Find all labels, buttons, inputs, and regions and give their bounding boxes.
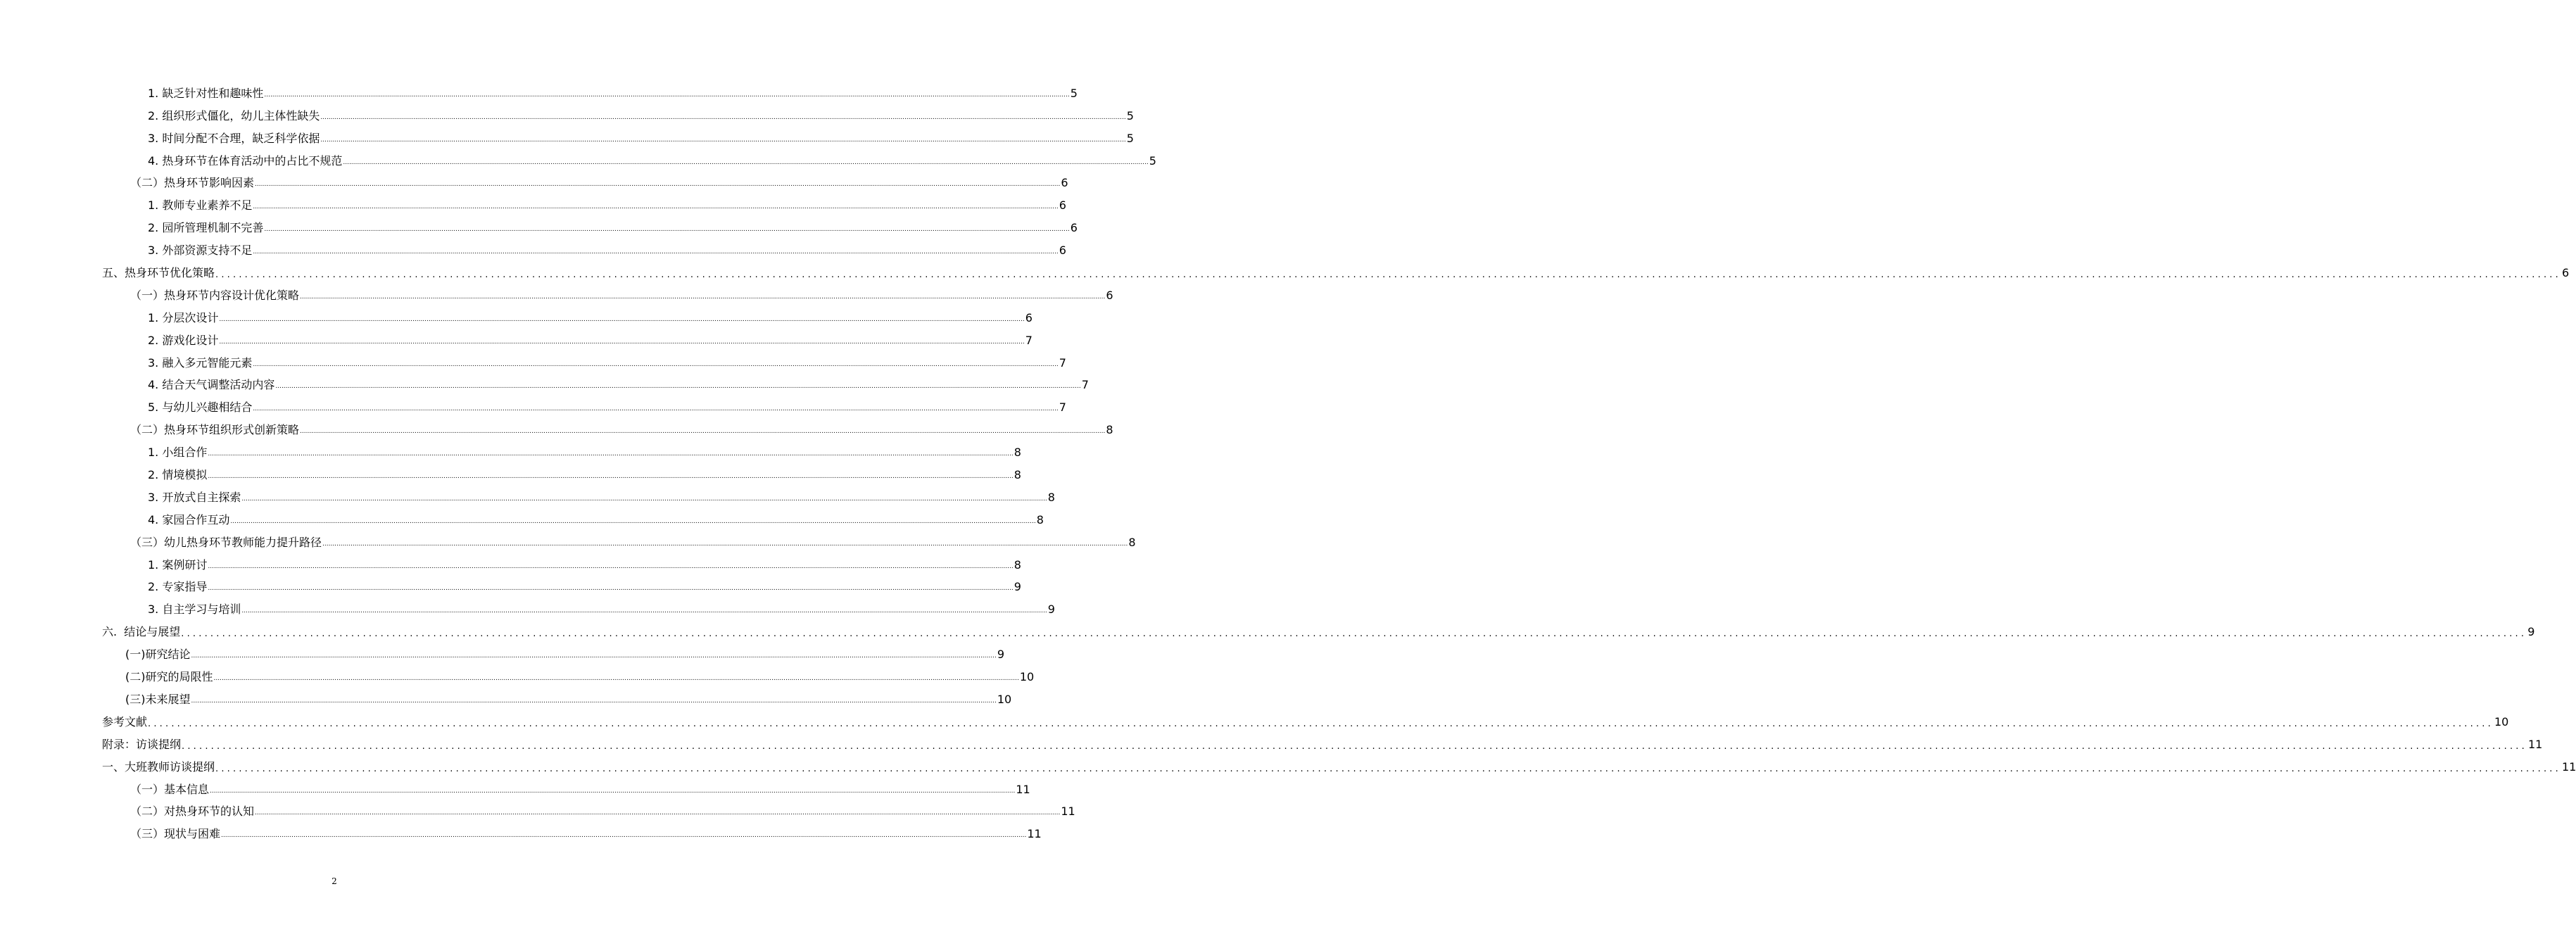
toc-entry-page: 10	[1019, 670, 1035, 684]
toc-entry[interactable]	[0, 597, 1055, 619]
toc-entry-page: 11	[2561, 759, 2576, 774]
toc-leader-dots: ................................................................................................................................................................................................................................................................................................................................................................................................................	[182, 740, 2527, 752]
toc-leader-dots: ................................................................................................................................................................................................................................................................................................................................................................................................................	[253, 360, 1059, 368]
toc-entry[interactable]	[0, 215, 1078, 238]
toc-entry-page: 6	[1061, 176, 1068, 190]
toc-entry-page: 6	[1059, 244, 1066, 258]
toc-entry[interactable]	[0, 305, 1033, 328]
toc-entry-title: (一)研究结论	[125, 648, 191, 662]
toc-entry-title: （三）现状与困难	[130, 827, 221, 841]
toc-entry[interactable]	[0, 485, 1055, 507]
toc-entry-page: 8	[1128, 535, 1136, 549]
toc-entry[interactable]	[0, 800, 1075, 822]
toc-entry-title: （二）热身环节组织形式创新策略	[130, 423, 300, 437]
toc-entry[interactable]	[0, 440, 1021, 462]
toc-entry-page: 7	[1059, 401, 1066, 415]
toc-entry[interactable]	[0, 642, 1005, 664]
toc-leader-dots: ................................................................................................................................................................................................................................................................................................................................................................................................................	[253, 203, 1059, 211]
toc-leader-dots: ................................................................................................................................................................................................................................................................................................................................................................................................................	[322, 540, 1128, 548]
toc-entry-title: 1. 教师专业素养不足	[148, 198, 253, 213]
toc-leader-dots: ................................................................................................................................................................................................................................................................................................................................................................................................................	[191, 697, 997, 705]
toc-leader-dots: ................................................................................................................................................................................................................................................................................................................................................................................................................	[264, 226, 1070, 234]
toc-leader-dots: ................................................................................................................................................................................................................................................................................................................................................................................................................	[241, 495, 1047, 503]
toc-entry-title: 1. 缺乏针对性和趣味性	[148, 86, 264, 100]
toc-leader-dots: ................................................................................................................................................................................................................................................................................................................................................................................................................	[219, 338, 1025, 346]
toc-leader-dots: ................................................................................................................................................................................................................................................................................................................................................................................................................	[230, 517, 1036, 525]
toc-entry-page: 9	[1047, 603, 1055, 617]
toc-entry-title: 4. 家园合作互动	[148, 512, 230, 526]
toc-entry[interactable]	[0, 530, 1136, 553]
toc-entry[interactable]	[0, 149, 1156, 171]
toc-entry-title: 2. 组织形式僵化，幼儿主体性缺失	[148, 108, 320, 122]
toc-entry-title: 3. 外部资源支持不足	[148, 244, 253, 258]
toc-entry-title: 六. 结论与展望	[102, 625, 181, 639]
toc-leader-dots: ................................................................................................................................................................................................................................................................................................................................................................................................................	[219, 315, 1025, 323]
toc-entry-title: 一、大班教师访谈提纲	[102, 759, 215, 774]
toc-entry-page: 9	[1014, 580, 1021, 594]
toc-entry-title: 3. 时间分配不合理，缺乏科学依据	[148, 131, 320, 145]
page-number: 2	[332, 876, 337, 886]
toc-entry[interactable]	[0, 755, 2576, 777]
toc-entry[interactable]	[0, 575, 1021, 598]
toc-entry-page: 6	[1070, 221, 1078, 235]
toc-entry-title: (二)研究的局限性	[125, 670, 213, 684]
toc-entry-page: 6	[1059, 198, 1066, 213]
toc-entry-page: 8	[1106, 423, 1113, 437]
toc-entry[interactable]	[0, 619, 2535, 642]
toc-entry[interactable]	[0, 821, 1042, 844]
toc-entry[interactable]	[0, 171, 1068, 194]
toc-leader-dots: ................................................................................................................................................................................................................................................................................................................................................................................................................	[241, 607, 1047, 615]
toc-entry-page: 10	[2494, 714, 2509, 729]
toc-leader-dots: ................................................................................................................................................................................................................................................................................................................................................................................................................	[181, 629, 2527, 640]
toc-entry-title: （二）对热身环节的认知	[130, 805, 255, 819]
toc-entry-page: 5	[1126, 108, 1134, 122]
toc-entry-page: 5	[1149, 153, 1156, 168]
toc-entry-title: 五、热身环节优化策略	[102, 266, 215, 280]
toc-entry[interactable]	[0, 103, 1134, 126]
toc-leader-dots: ................................................................................................................................................................................................................................................................................................................................................................................................................	[253, 405, 1059, 413]
toc-entry[interactable]	[0, 351, 1066, 373]
toc-entry-title: 4. 结合天气调整活动内容	[148, 378, 275, 392]
toc-leader-dots: ................................................................................................................................................................................................................................................................................................................................................................................................................	[191, 652, 997, 660]
toc-entry[interactable]	[0, 81, 1078, 103]
toc-entry-page: 6	[1025, 310, 1033, 324]
toc-leader-dots: ................................................................................................................................................................................................................................................................................................................................................................................................................	[320, 136, 1126, 144]
toc-leader-dots: ................................................................................................................................................................................................................................................................................................................................................................................................................	[221, 832, 1027, 840]
toc-leader-dots: ................................................................................................................................................................................................................................................................................................................................................................................................................	[343, 158, 1149, 166]
toc-entry[interactable]	[0, 507, 1044, 530]
toc-entry[interactable]	[0, 687, 1012, 710]
toc-entry[interactable]	[0, 126, 1134, 149]
toc-entry[interactable]	[0, 664, 1035, 687]
toc-entry[interactable]	[0, 732, 2543, 755]
toc-entry[interactable]	[0, 417, 1113, 440]
toc-entry-page: 8	[1036, 512, 1044, 526]
toc-entry-title: 5. 与幼儿兴趣相结合	[148, 401, 253, 415]
toc-entry-title: 3. 自主学习与培训	[148, 603, 241, 617]
toc-entry-page: 11	[1016, 782, 1030, 796]
toc-entry-page: 7	[1081, 378, 1089, 392]
toc-entry-title: 2. 专家指导	[148, 580, 208, 594]
toc-leader-dots: ................................................................................................................................................................................................................................................................................................................................................................................................................	[255, 181, 1061, 189]
toc-leader-dots: ................................................................................................................................................................................................................................................................................................................................................................................................................	[208, 585, 1014, 593]
toc-entry-title: 参考文献	[102, 714, 148, 729]
toc-entry-title: （一）基本信息	[130, 782, 210, 796]
toc-entry-page: 11	[1027, 827, 1042, 841]
toc-entry-page: 8	[1014, 468, 1021, 482]
toc-leader-dots: ................................................................................................................................................................................................................................................................................................................................................................................................................	[253, 248, 1059, 256]
toc-entry[interactable]	[0, 260, 2570, 283]
toc-leader-dots: ................................................................................................................................................................................................................................................................................................................................................................................................................	[300, 293, 1106, 301]
toc-leader-dots: ................................................................................................................................................................................................................................................................................................................................................................................................................	[264, 91, 1070, 99]
toc-entry-page: 5	[1126, 131, 1134, 145]
toc-entry-title: 附录：访谈提纲	[102, 737, 182, 751]
toc-leader-dots: ................................................................................................................................................................................................................................................................................................................................................................................................................	[300, 428, 1106, 436]
table-of-contents	[0, 81, 2576, 844]
toc-leader-dots: ................................................................................................................................................................................................................................................................................................................................................................................................................	[275, 383, 1081, 391]
toc-entry-title: 1. 分层次设计	[148, 310, 219, 324]
toc-entry-title: （二）热身环节影响因素	[130, 176, 255, 190]
toc-entry-title: 2. 游戏化设计	[148, 333, 219, 347]
toc-entry[interactable]	[0, 238, 1066, 260]
toc-entry-page: 6	[2561, 266, 2570, 280]
toc-entry-page: 6	[1106, 288, 1113, 302]
toc-entry[interactable]	[0, 777, 1030, 800]
toc-leader-dots: ................................................................................................................................................................................................................................................................................................................................................................................................................	[208, 562, 1014, 570]
toc-leader-dots: ................................................................................................................................................................................................................................................................................................................................................................................................................	[320, 113, 1126, 121]
toc-leader-dots: ................................................................................................................................................................................................................................................................................................................................................................................................................	[148, 718, 2494, 729]
toc-entry-title: (三)未来展望	[125, 692, 191, 706]
toc-entry-page: 7	[1025, 333, 1033, 347]
toc-leader-dots: ................................................................................................................................................................................................................................................................................................................................................................................................................	[208, 450, 1014, 458]
toc-entry[interactable]	[0, 283, 1113, 305]
toc-leader-dots: ................................................................................................................................................................................................................................................................................................................................................................................................................	[215, 270, 2561, 281]
toc-entry-page: 11	[2527, 737, 2543, 751]
toc-leader-dots: ................................................................................................................................................................................................................................................................................................................................................................................................................	[213, 675, 1019, 683]
toc-entry[interactable]	[0, 553, 1021, 575]
toc-entry-title: 2. 情境模拟	[148, 468, 208, 482]
toc-entry-title: （三）幼儿热身环节教师能力提升路径	[130, 535, 322, 549]
toc-leader-dots: ................................................................................................................................................................................................................................................................................................................................................................................................................	[215, 763, 2561, 774]
toc-entry-title: 4. 热身环节在体育活动中的占比不规范	[148, 153, 343, 168]
toc-leader-dots: ................................................................................................................................................................................................................................................................................................................................................................................................................	[210, 787, 1016, 795]
toc-entry-page: 10	[997, 692, 1012, 706]
toc-entry[interactable]	[0, 462, 1021, 485]
toc-entry-title: 3. 融入多元智能元素	[148, 355, 253, 370]
toc-entry-title: 2. 园所管理机制不完善	[148, 221, 264, 235]
toc-entry-page: 9	[997, 648, 1005, 662]
toc-entry-page: 11	[1061, 805, 1075, 819]
toc-entry-page: 9	[2527, 625, 2535, 639]
toc-entry[interactable]	[0, 373, 1089, 396]
toc-entry-page: 8	[1014, 446, 1021, 460]
toc-entry-title: （一）热身环节内容设计优化策略	[130, 288, 300, 302]
toc-leader-dots: ................................................................................................................................................................................................................................................................................................................................................................................................................	[208, 473, 1014, 481]
toc-entry[interactable]	[0, 328, 1033, 351]
toc-entry-title: 1. 小组合作	[148, 446, 208, 460]
toc-entry[interactable]	[0, 710, 2509, 732]
toc-entry-page: 8	[1047, 490, 1055, 504]
toc-entry-page: 5	[1070, 86, 1078, 100]
toc-entry-title: 1. 案例研讨	[148, 557, 208, 572]
toc-leader-dots: ................................................................................................................................................................................................................................................................................................................................................................................................................	[255, 809, 1061, 817]
toc-entry[interactable]	[0, 193, 1066, 215]
toc-entry-page: 8	[1014, 557, 1021, 572]
toc-entry[interactable]	[0, 395, 1066, 417]
toc-entry-page: 7	[1059, 355, 1066, 370]
toc-entry-title: 3. 开放式自主探索	[148, 490, 241, 504]
